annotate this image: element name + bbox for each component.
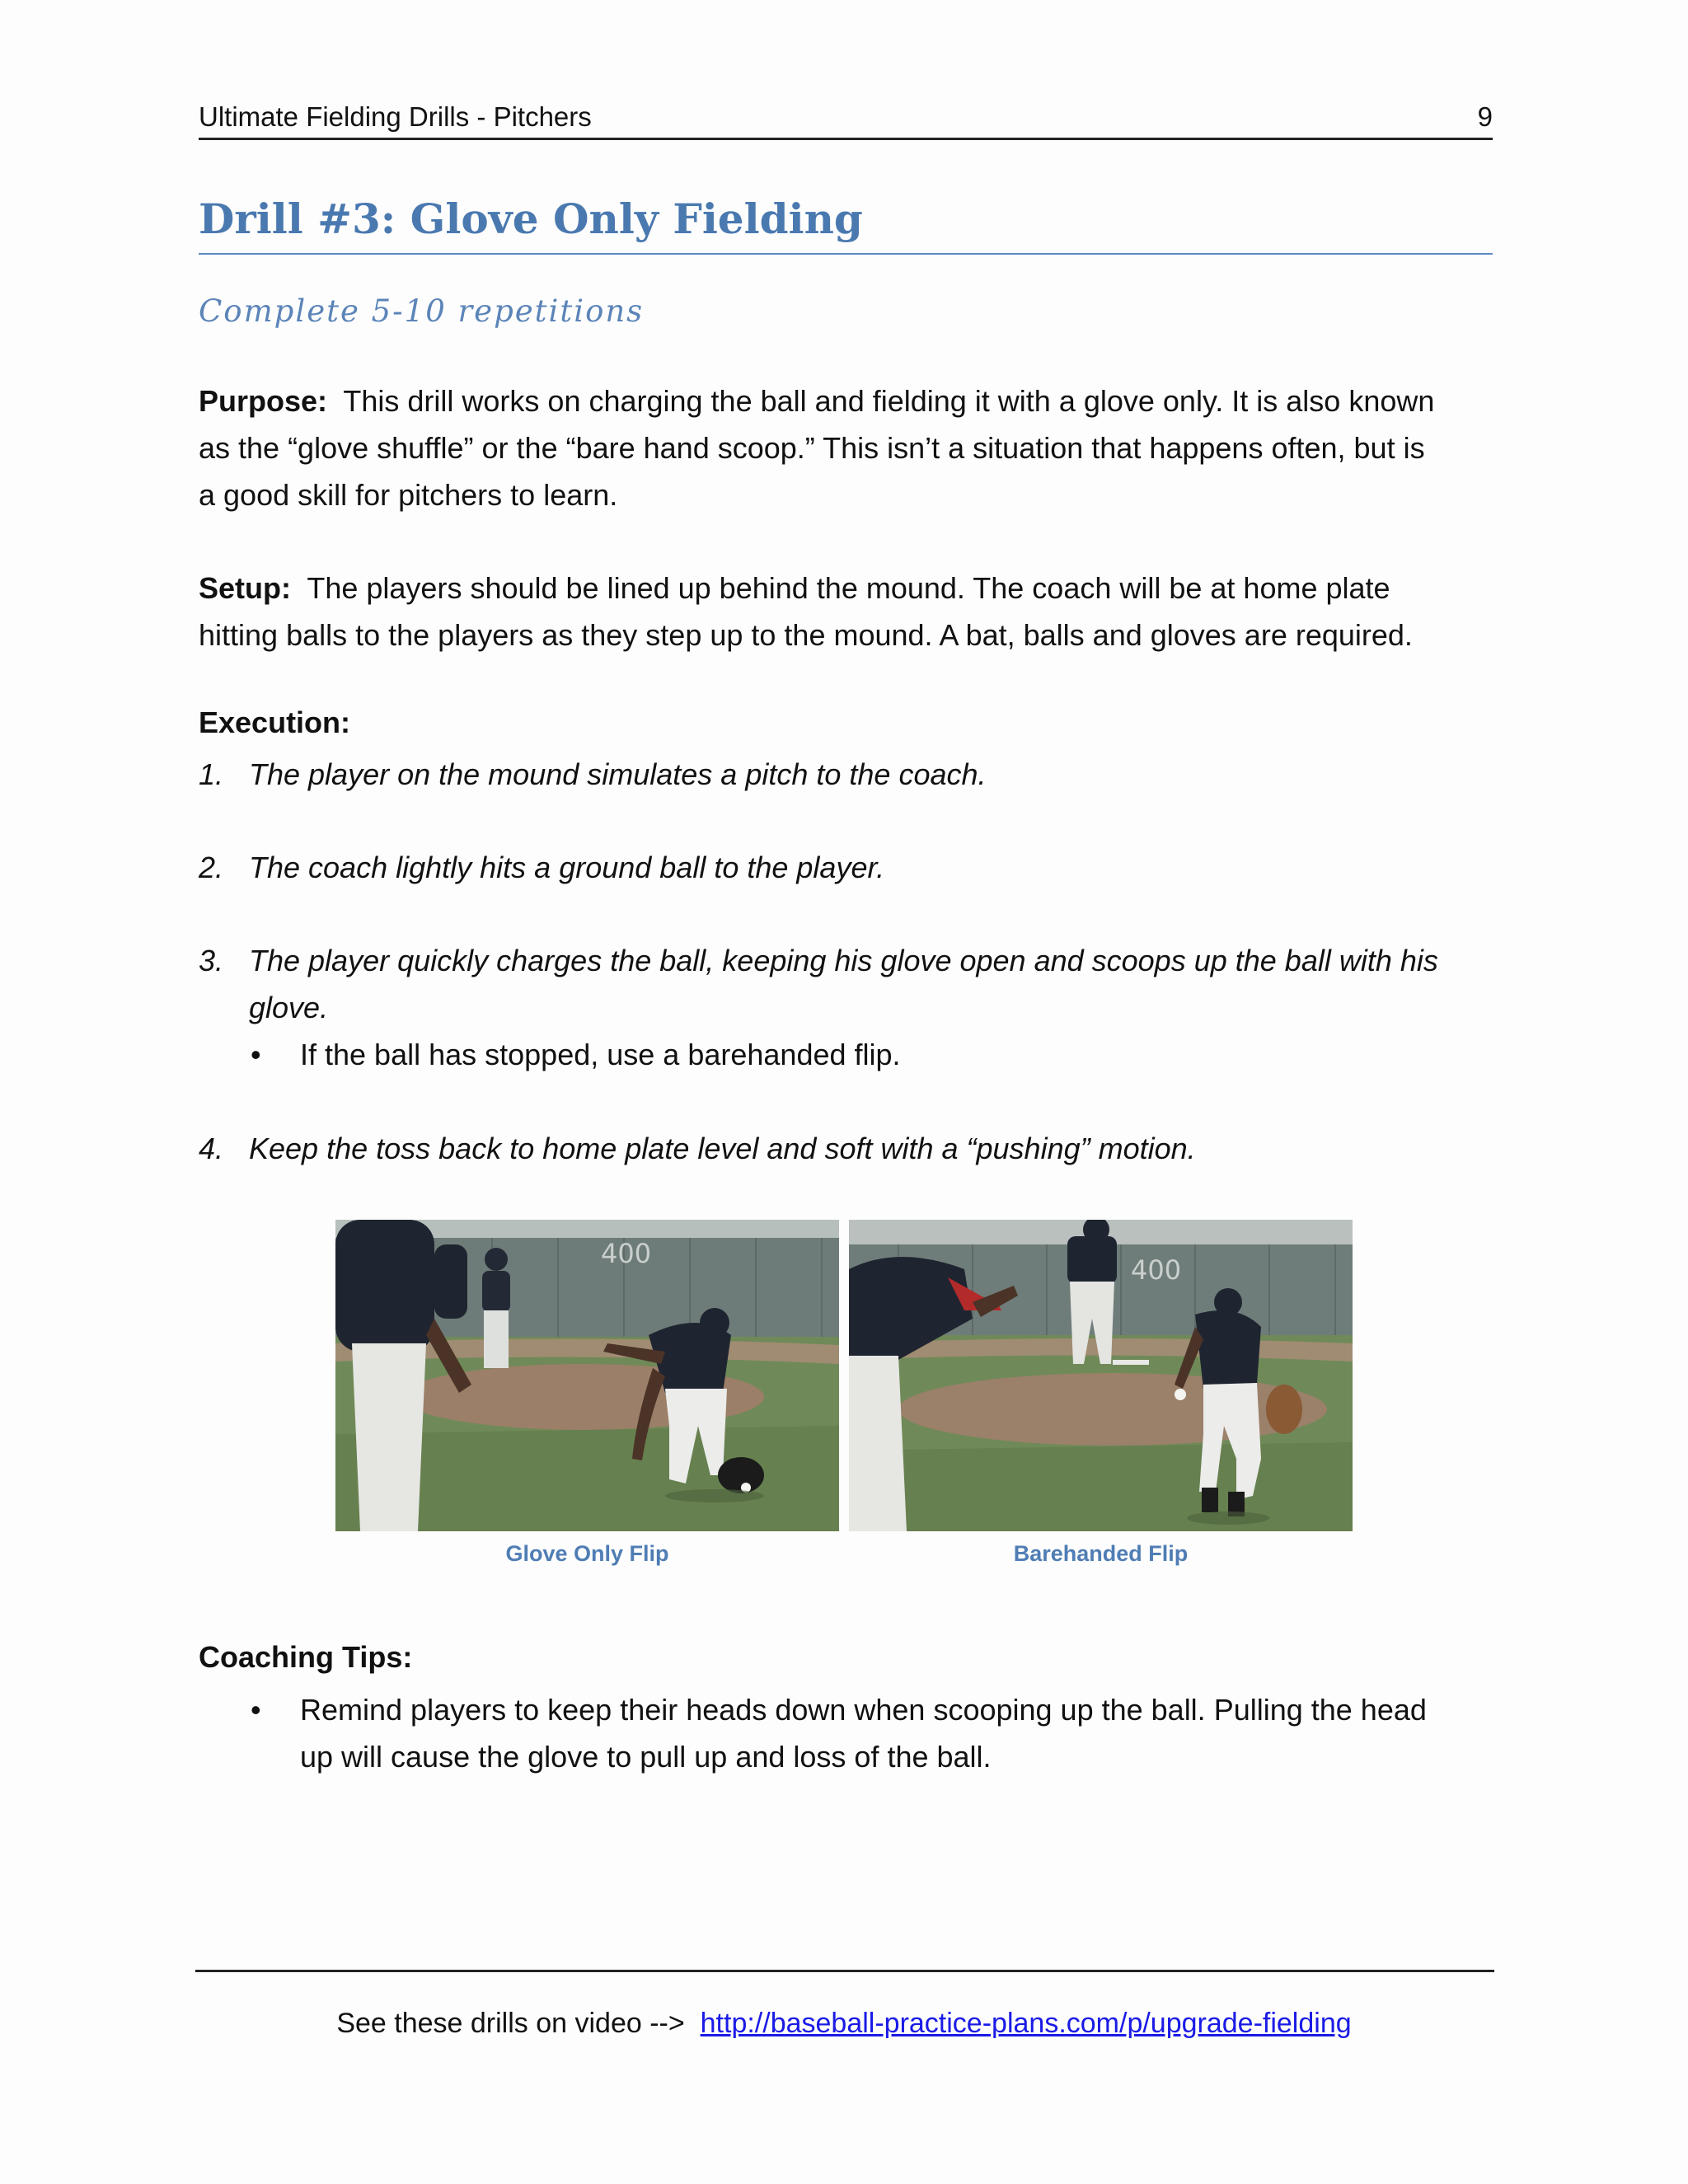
step-text: Keep the toss back to home plate level and soft with a “pushing” motion. xyxy=(249,1132,1196,1165)
step-number: 4. xyxy=(199,1132,224,1165)
photo-barehanded-flip xyxy=(849,1220,1353,1531)
footer xyxy=(0,2008,1688,2040)
step-text: The coach lightly hits a ground ball to the player. xyxy=(249,851,885,884)
step-number: 2. xyxy=(199,851,224,884)
tip-text xyxy=(300,1686,1427,1780)
purpose-label: Purpose: xyxy=(199,384,328,418)
step-number: 1. xyxy=(199,757,224,791)
video-link[interactable]: http://baseball-practice-plans.com/p/upgrade-fielding xyxy=(700,2008,1352,2039)
purpose-text-3: a good skill for pitchers to learn. xyxy=(199,478,618,512)
bullet-dot-icon: • xyxy=(251,1038,261,1071)
setup-line-1 xyxy=(199,565,1501,612)
purpose-text-1: This drill works on charging the ball and fielding it with a glove only. It is also known xyxy=(343,384,1435,418)
coaching-tip-1 xyxy=(249,1686,1427,1780)
photo-row xyxy=(335,1220,1353,1531)
photo-glove-only-flip xyxy=(335,1220,839,1531)
execution-step-2 xyxy=(199,844,1501,891)
step-text-line-2: glove. xyxy=(249,991,329,1024)
barehanded-flip-image xyxy=(849,1220,1353,1531)
bullet-text: If the ball has stopped, use a barehanded flip. xyxy=(300,1038,901,1071)
caption-barehanded-flip: Barehanded Flip xyxy=(1013,1541,1189,1566)
tip-text-line-1: Remind players to keep their heads down when scooping up the ball. Pulling the head xyxy=(300,1693,1427,1727)
running-header xyxy=(199,97,1493,140)
setup-text-1: The players should be lined up behind the mound. The coach will be at home plate xyxy=(307,571,1390,605)
execution-step-4 xyxy=(199,1125,1501,1172)
page-number: 9 xyxy=(1477,101,1493,132)
caption-glove-only-flip: Glove Only Flip xyxy=(505,1541,669,1566)
purpose-text-2: as the “glove shuffle” or the “bare hand scoop.” This isn’t a situation that happens often, but is xyxy=(199,431,1425,465)
purpose-paragraph xyxy=(199,377,1501,518)
tip-text-line-2: up will cause the glove to pull up and loss of the ball. xyxy=(300,1740,992,1774)
coaching-tips-label: Coaching Tips: xyxy=(199,1640,413,1674)
step-number: 3. xyxy=(199,944,224,977)
execution-step-1 xyxy=(199,751,1501,798)
setup-text-2: hitting balls to the players as they step up to the mound. A bat, balls and gloves are required. xyxy=(199,618,1413,652)
purpose-line-1 xyxy=(199,377,1501,424)
setup-paragraph xyxy=(199,565,1501,658)
glove-only-flip-image xyxy=(335,1220,839,1531)
footer-prefix: See these drills on video --> xyxy=(336,2008,685,2039)
execution-step-3 xyxy=(199,937,1501,1031)
bullet-dot-icon: • xyxy=(251,1693,261,1727)
step-3-bullet xyxy=(249,1031,901,1078)
execution-label: Execution: xyxy=(199,705,351,739)
svg-text:400: 400 xyxy=(1131,1254,1182,1286)
step-text: The player on the mound simulates a pitch to the coach. xyxy=(249,757,987,791)
repetitions-subtitle: Complete 5-10 repetitions xyxy=(199,293,645,329)
drill-title: Drill #3: Glove Only Fielding xyxy=(199,194,1493,255)
step-text xyxy=(249,937,1501,1031)
svg-text:400: 400 xyxy=(601,1238,652,1269)
footer-divider xyxy=(195,1970,1494,1972)
header-title: Ultimate Fielding Drills - Pitchers xyxy=(199,101,592,132)
step-text-line-1: The player quickly charges the ball, keeping his glove open and scoops up the ball with his xyxy=(249,944,1438,977)
setup-label: Setup: xyxy=(199,571,291,605)
